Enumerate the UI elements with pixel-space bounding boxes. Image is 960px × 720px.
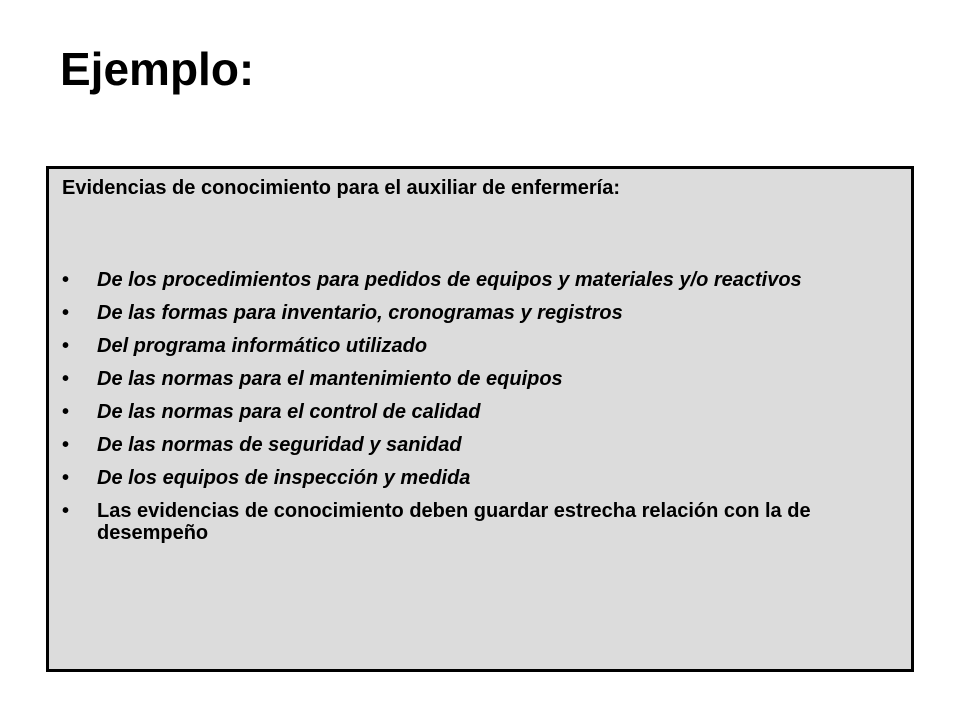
list-item bbox=[62, 335, 892, 357]
bullet-icon: • bbox=[62, 368, 70, 390]
list-item-text: De los procedimientos para pedidos de equipos y materiales y/o reactivos bbox=[97, 269, 802, 291]
list-item bbox=[62, 500, 892, 544]
list-item-text: Las evidencias de conocimiento deben guardar estrecha relación con la de desempeño bbox=[97, 500, 811, 544]
page-title: Ejemplo: bbox=[60, 43, 255, 95]
box-heading: Evidencias de conocimiento para el auxiliar de enfermería: bbox=[62, 177, 620, 199]
list-item bbox=[62, 434, 892, 456]
bullet-icon: • bbox=[62, 335, 70, 357]
list-item-text: De los equipos de inspección y medida bbox=[97, 467, 471, 489]
list-item bbox=[62, 269, 892, 291]
list-item bbox=[62, 302, 892, 324]
bullet-icon: • bbox=[62, 500, 70, 522]
list-item-text: Del programa informático utilizado bbox=[97, 335, 428, 357]
bullet-icon: • bbox=[62, 302, 70, 324]
list-item-text: De las normas para el mantenimiento de equipos bbox=[97, 368, 563, 390]
content-box bbox=[46, 166, 914, 672]
bullet-icon: • bbox=[62, 269, 70, 291]
list-item bbox=[62, 467, 892, 489]
list-item-text: De las formas para inventario, cronogramas y registros bbox=[97, 302, 623, 324]
list-item-text: De las normas para el control de calidad bbox=[97, 401, 481, 423]
list-item bbox=[62, 368, 892, 390]
list-item-text: De las normas de seguridad y sanidad bbox=[97, 434, 462, 456]
bullet-icon: • bbox=[62, 467, 70, 489]
list-item bbox=[62, 401, 892, 423]
bullet-list bbox=[62, 269, 892, 555]
bullet-icon: • bbox=[62, 434, 70, 456]
bullet-icon: • bbox=[62, 401, 70, 423]
